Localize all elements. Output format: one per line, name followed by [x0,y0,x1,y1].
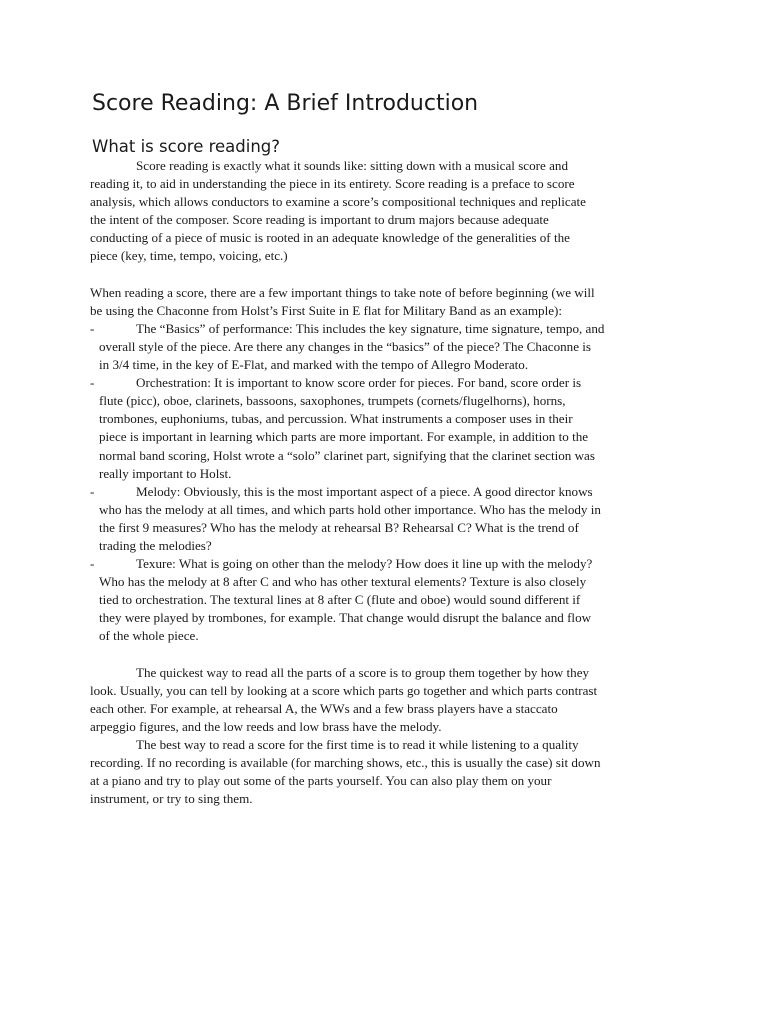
text-line: piece is important in learning which parts are more important. For example, in addition to the [99,429,589,445]
text-line: Who has the melody at 8 after C and who has other textural elements? Texture is also closely [99,574,587,590]
bullet-item-basics [90,320,690,374]
bullet-text: Orchestration: It is important to know score order for pieces. For band, score order is [136,375,582,391]
text-line: they were played by trombones, for example. That change would disrupt the balance and flow [99,610,592,626]
paragraph-grouping [90,664,690,736]
section-heading: What is score reading? [92,137,281,156]
text-line: the intent of the composer. Score reading is important to drum majors because adequate [90,212,549,228]
text-line: look. Usually, you can tell by looking at a score which parts go together and which parts contrast [90,682,598,698]
text-line: analysis, which allows conductors to examine a score’s compositional techniques and replicate [90,194,586,210]
bullet-dash: - [90,483,95,499]
bullet-text: Melody: Obviously, this is the most important aspect of a piece. A good director knows [136,483,593,499]
text-line: the first 9 measures? Who has the melody at rehearsal B? Rehearsal C? What is the trend of [99,519,579,535]
bullet-dash: - [90,320,95,336]
text-line: tied to orchestration. The textural lines at 8 after C (flute and oboe) would sound different if [99,592,581,608]
text-line: of the whole piece. [99,628,199,644]
text-line: When reading a score, there are a few important things to take note of before beginning (we will [90,284,595,300]
bullet-item-texture [90,555,690,645]
bullet-dash: - [90,556,95,572]
document-title: Score Reading: A Brief Introduction [92,91,479,116]
text-line: who has the melody at all times, and which parts hold other importance. Who has the melody in [99,501,601,517]
paragraph-spacer [90,266,690,284]
text-line: trombones, euphoniums, tubas, and percussion. What instruments a composer uses in their [99,411,573,427]
bullet-item-orchestration [90,374,690,483]
bullet-text: Texure: What is going on other than the melody? How does it line up with the melody? [136,556,593,572]
paragraph-intro [90,157,690,266]
text-line: at a piano and try to play out some of the parts yourself. You can also play them on your [90,773,552,789]
paragraph-listening [90,736,690,808]
text-line: overall style of the piece. Are there any changes in the “basics” of the piece? The Chaconne is [99,338,592,354]
text-line: be using the Chaconne from Holst’s First Suite in E flat for Military Band as an example): [90,302,563,318]
text-line: arpeggio figures, and the low reeds and low brass have the melody. [90,718,442,734]
text-line: The best way to read a score for the first time is to read it while listening to a quality [136,737,579,752]
text-line: really important to Holst. [99,465,232,481]
text-line: Score reading is exactly what it sounds like: sitting down with a musical score and [136,158,569,173]
text-line: normal band scoring, Holst wrote a “solo” clarinet part, signifying that the clarinet section was [99,447,595,463]
bullet-item-melody [90,483,690,555]
text-line: trading the melodies? [99,537,212,553]
text-line: piece (key, time, tempo, voicing, etc.) [90,248,288,264]
bullet-text: The “Basics” of performance: This includes the key signature, time signature, tempo, and [136,320,605,336]
text-line: recording. If no recording is available (for marching shows, etc., this is usually the case) sit down [90,755,601,771]
paragraph-spacer [90,646,690,664]
document-body [90,157,690,808]
paragraph-score-notes [90,284,690,320]
text-line: each other. For example, at rehearsal A, the WWs and a few brass players have a staccato [90,700,558,716]
text-line: conducting of a piece of music is rooted in an adequate knowledge of the generalities of the [90,230,570,246]
text-line: The quickest way to read all the parts of a score is to group them together by how they [136,664,590,680]
bullet-dash: - [90,375,95,391]
text-line: instrument, or try to sing them. [90,791,253,807]
text-line: flute (picc), oboe, clarinets, bassoons, saxophones, trumpets (cornets/flugelhorns), horns, [99,393,566,409]
text-line: in 3/4 time, in the key of E-Flat, and marked with the tempo of Allegro Moderato. [99,357,529,373]
text-line: reading it, to aid in understanding the piece in its entirety. Score reading is a preface to score [90,176,575,192]
